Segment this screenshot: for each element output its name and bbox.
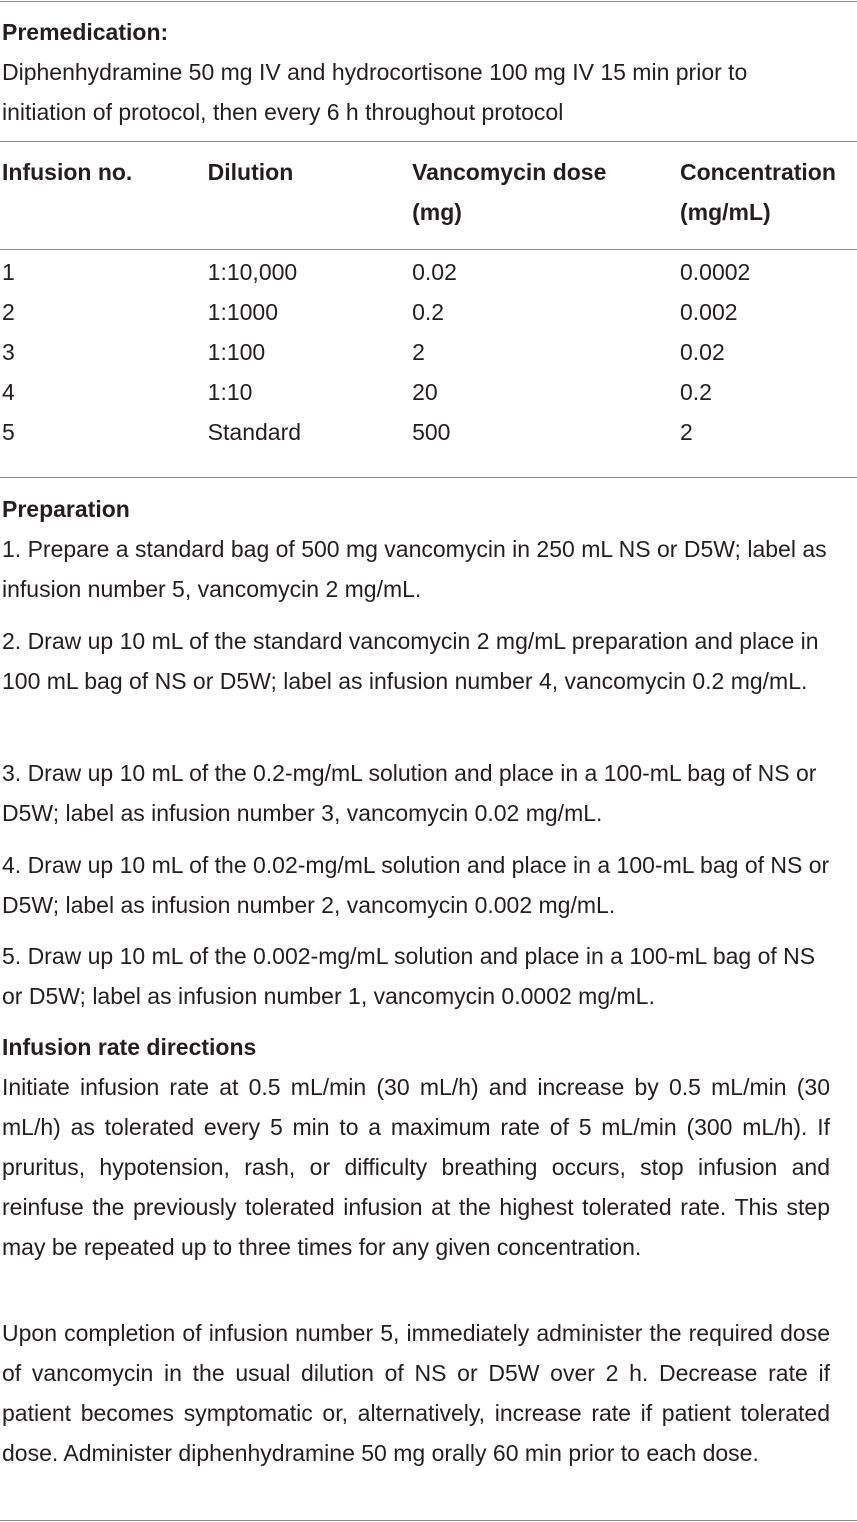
cell-concentration: 0.2 bbox=[680, 379, 712, 405]
table-bottom-divider bbox=[0, 477, 857, 478]
cell-concentration: 0.002 bbox=[680, 299, 738, 325]
rate-directions-paragraph: Initiate infusion rate at 0.5 mL/min (30 mL/h) and increase by 0.5 mL/min (30 mL/h) as tolerated every 5 min to a maximum rate of 5 mL/min (300 mL/h). If pruritus, hypotension, rash, or difficulty breathing occurs, stop infusion and reinfuse the previously tolerated infusion at the highest tolerated rate. This step may be repeated up to three times for any given concentration. bbox=[2, 1074, 830, 1260]
table-row bbox=[0, 412, 857, 452]
cell-dilution: 1:10 bbox=[207, 379, 253, 405]
table-row bbox=[0, 292, 857, 332]
cell-concentration: 0.02 bbox=[680, 339, 725, 365]
cell-dilution: 1:1000 bbox=[207, 299, 279, 325]
cell-concentration: 0.0002 bbox=[680, 259, 751, 285]
cell-infusion-no: 4 bbox=[2, 379, 15, 405]
table-row bbox=[0, 372, 857, 412]
cell-infusion-no: 5 bbox=[2, 419, 15, 445]
premedication-divider bbox=[0, 141, 857, 142]
header-infusion-no: Infusion no. bbox=[2, 159, 133, 185]
preparation-step: 5. Draw up 10 mL of the 0.002-mg/mL solution and place in a 100-mL bag of NS or D5W; label as infusion number 1, vancomycin 0.0002 mg/mL. bbox=[2, 943, 816, 1009]
preparation-step: 4. Draw up 10 mL of the 0.02-mg/mL solution and place in a 100-mL bag of NS or D5W; label as infusion number 2, vancomycin 0.002 mg/mL. bbox=[2, 852, 830, 918]
header-vancomycin-dose: Vancomycin dose (mg) bbox=[412, 159, 607, 225]
cell-infusion-no: 2 bbox=[2, 299, 15, 325]
cell-dilution: 1:10,000 bbox=[207, 259, 298, 285]
header-concentration: Concentration (mg/mL) bbox=[680, 159, 836, 225]
cell-vancomycin-dose: 0.02 bbox=[412, 259, 457, 285]
preparation-step: 1. Prepare a standard bag of 500 mg vancomycin in 250 mL NS or D5W; label as infusion number 5, vancomycin 2 mg/mL. bbox=[2, 536, 827, 602]
cell-vancomycin-dose: 2 bbox=[412, 339, 425, 365]
cell-dilution: Standard bbox=[207, 419, 302, 445]
rate-directions-paragraph: Upon completion of infusion number 5, immediately administer the required dose of vancomycin in the usual dilution of NS or D5W over 2 h. Decrease rate if patient becomes symptomatic or, alternatively, increase rate if patient tolerated dose. Administer diphenhydramine 50 mg orally 60 min prior to each dose. bbox=[2, 1320, 830, 1466]
cell-vancomycin-dose: 500 bbox=[412, 419, 451, 445]
cell-vancomycin-dose: 0.2 bbox=[412, 299, 445, 325]
top-rule bbox=[0, 1, 857, 2]
infusion-table-header bbox=[0, 152, 857, 242]
infusion-table-body bbox=[0, 242, 857, 452]
bottom-rule bbox=[0, 1520, 857, 1521]
header-row bbox=[0, 152, 857, 242]
premedication-text: Diphenhydramine 50 mg IV and hydrocortisone 100 mg IV 15 min prior to initiation of protocol, then every 6 h throughout protocol bbox=[2, 59, 748, 125]
table-header-divider bbox=[0, 249, 857, 250]
header-dilution: Dilution bbox=[207, 159, 294, 185]
cell-concentration: 2 bbox=[680, 419, 693, 445]
premedication-heading: Premedication: bbox=[2, 19, 169, 45]
rate-directions-heading: Infusion rate directions bbox=[2, 1034, 257, 1060]
preparation-step: 2. Draw up 10 mL of the standard vancomycin 2 mg/mL preparation and place in 100 mL bag of NS or D5W; label as infusion number 4, vancomycin 0.2 mg/mL. bbox=[2, 628, 819, 694]
cell-dilution: 1:100 bbox=[207, 339, 266, 365]
preparation-heading: Preparation bbox=[2, 496, 130, 522]
cell-infusion-no: 3 bbox=[2, 339, 15, 365]
preparation-step: 3. Draw up 10 mL of the 0.2-mg/mL solution and place in a 100-mL bag of NS or D5W; label as infusion number 3, vancomycin 0.02 mg/mL. bbox=[2, 760, 817, 826]
cell-infusion-no: 1 bbox=[2, 259, 15, 285]
infusion-table bbox=[0, 152, 857, 452]
table-row bbox=[0, 332, 857, 372]
cell-vancomycin-dose: 20 bbox=[412, 379, 438, 405]
